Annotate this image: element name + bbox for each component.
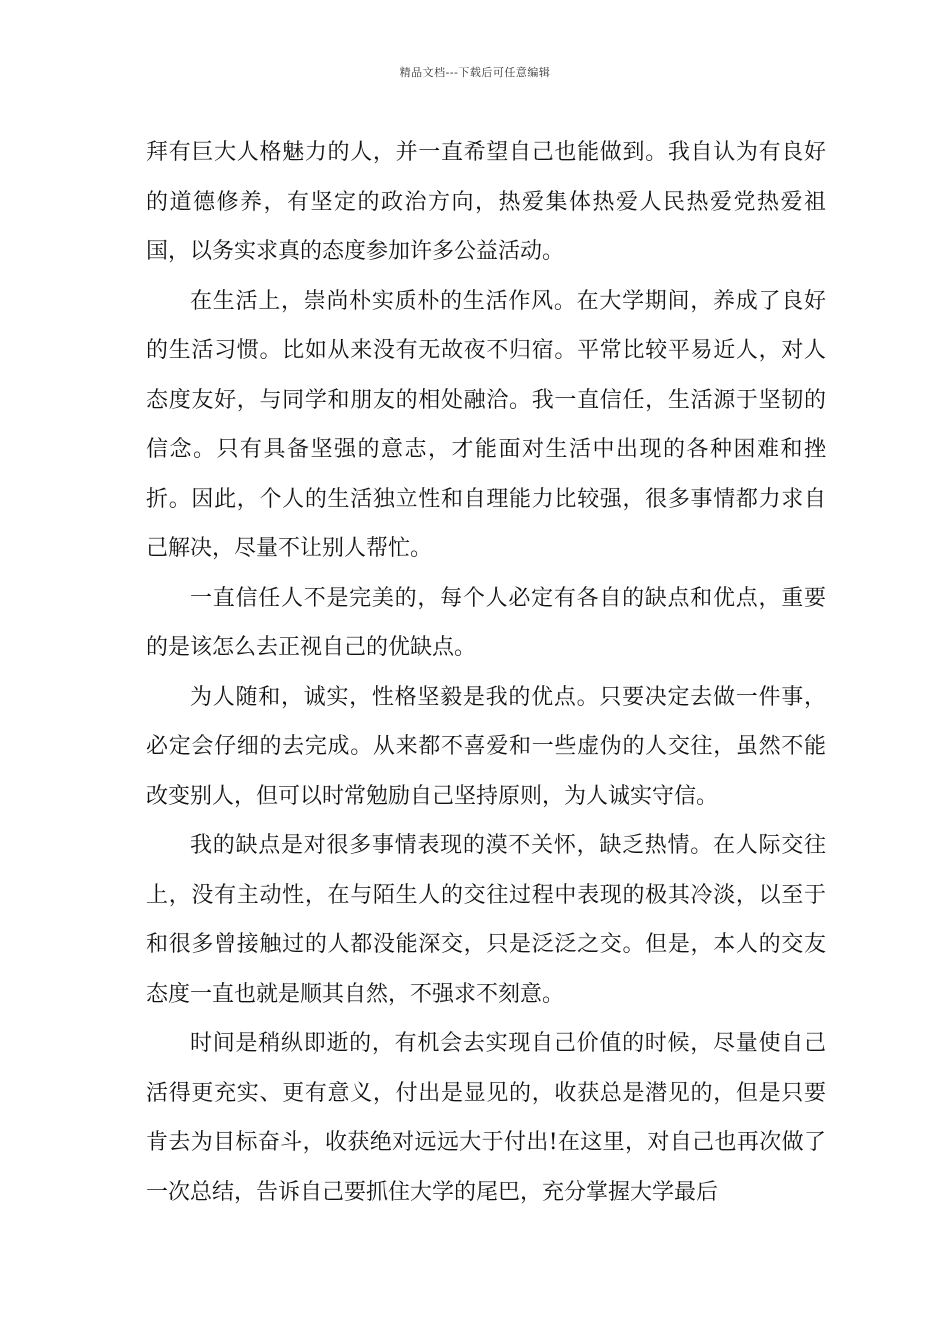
page-header: 精品文档---下载后可任意编辑: [399, 66, 551, 79]
paragraph-4: 为人随和，诚实，性格坚毅是我的优点。只要决定去做一件事，必定会仔细的去完成。从来都不喜爱和一些虚伪的人交往，虽然不能改变别人，但可以时常勉励自己坚持原则，为人诚实守信。: [146, 684, 826, 809]
paragraph-2: 在生活上，崇尚朴实质朴的生活作风。在大学期间，养成了良好的生活习惯。比如从来没有无故夜不归宿。平常比较平易近人，对人态度友好，与同学和朋友的相处融洽。我一直信任，生活源于坚韧的信念。只有具备坚强的意志，才能面对生活中出现的各种困难和挫折。因此，个人的生活独立性和自理能力比较强，很多事情都力求自己解决，尽量不让别人帮忙。: [146, 288, 826, 561]
paragraph-1: 拜有巨大人格魅力的人，并一直希望自己也能做到。我自认为有良好的道德修养，有坚定的政治方向，热爱集体热爱人民热爱党热爱祖国，以务实求真的态度参加许多公益活动。: [146, 140, 826, 264]
document-body: [146, 128, 826, 1217]
paragraph-5: 我的缺点是对很多事情表现的漠不关怀，缺乏热情。在人际交往上，没有主动性，在与陌生人的交往过程中表现的极其冷淡，以至于和很多曾接触过的人都没能深交，只是泛泛之交。但是，本人的交友态度一直也就是顺其自然，不强求不刻意。: [146, 833, 826, 1007]
paragraph-3: 一直信任人不是完美的，每个人必定有各自的缺点和优点，重要的是该怎么去正视自己的优缺点。: [146, 585, 826, 660]
paragraph-6: 时间是稍纵即逝的，有机会去实现自己价值的时候，尽量使自己活得更充实、更有意义，付出是显见的，收获总是潜见的，但是只要肯去为目标奋斗，收获绝对远远大于付出!在这里，对自己也再次做了一次总结，告诉自己要抓住大学的尾巴，充分掌握大学最后: [146, 1031, 826, 1205]
